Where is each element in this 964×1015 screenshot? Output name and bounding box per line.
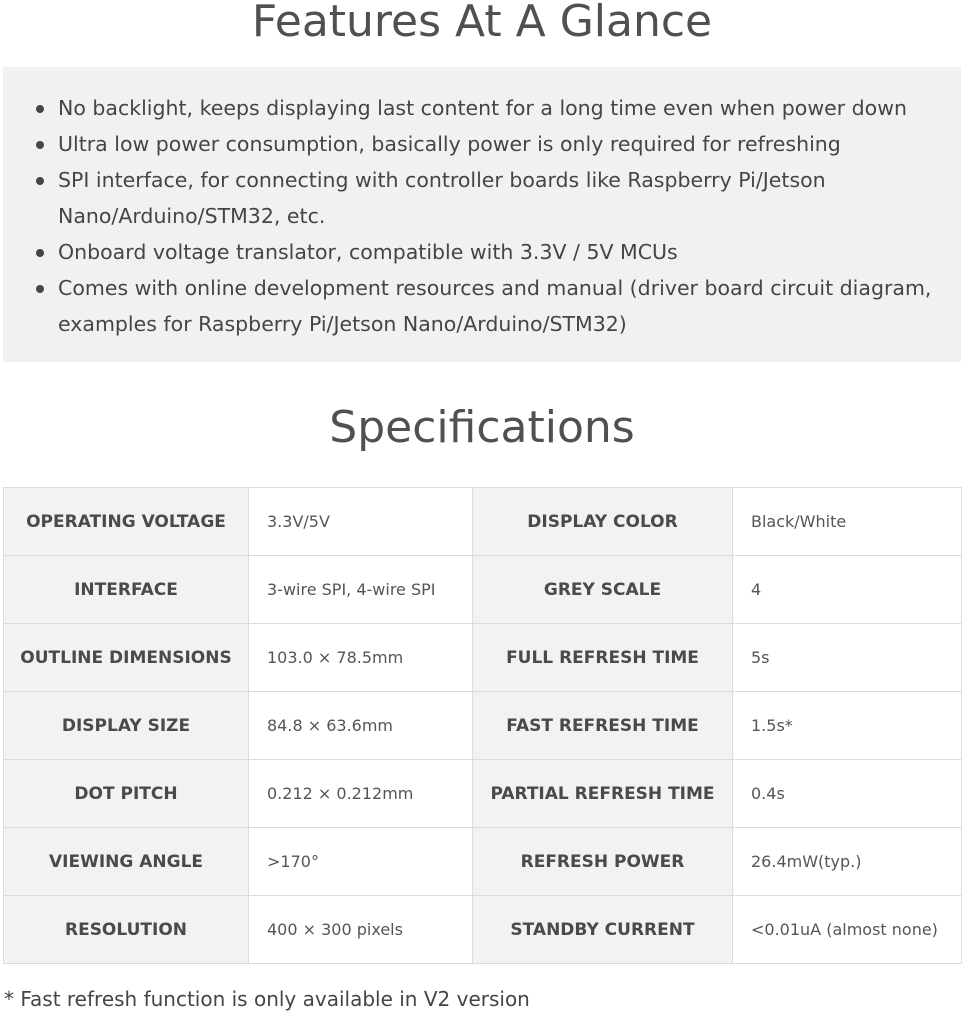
spec-value: 400 × 300 pixels [249, 896, 473, 964]
table-row [4, 760, 962, 828]
spec-label: STANDBY CURRENT [473, 896, 733, 964]
feature-item: No backlight, keeps displaying last content for a long time even when power down [3, 90, 961, 126]
spec-value: 3-wire SPI, 4-wire SPI [249, 556, 473, 624]
spec-label: INTERFACE [4, 556, 249, 624]
spec-value: 0.212 × 0.212mm [249, 760, 473, 828]
spec-value: <0.01uA (almost none) [733, 896, 962, 964]
spec-value: 103.0 × 78.5mm [249, 624, 473, 692]
spec-value: 0.4s [733, 760, 962, 828]
spec-value: 5s [733, 624, 962, 692]
spec-label: GREY SCALE [473, 556, 733, 624]
features-panel [3, 67, 961, 362]
spec-value: 1.5s* [733, 692, 962, 760]
spec-label: REFRESH POWER [473, 828, 733, 896]
footnote: * Fast refresh function is only available in V2 version [4, 987, 530, 1011]
spec-label: OPERATING VOLTAGE [4, 488, 249, 556]
spec-value: Black/White [733, 488, 962, 556]
spec-label: RESOLUTION [4, 896, 249, 964]
spec-label: FULL REFRESH TIME [473, 624, 733, 692]
feature-item: Onboard voltage translator, compatible with 3.3V / 5V MCUs [3, 234, 961, 270]
spec-value: 4 [733, 556, 962, 624]
spec-value: 3.3V/5V [249, 488, 473, 556]
spec-value: 84.8 × 63.6mm [249, 692, 473, 760]
features-title: Features At A Glance [251, 0, 713, 47]
feature-item: SPI interface, for connecting with controller boards like Raspberry Pi/Jetson Nano/Arduino/STM32, etc. [3, 162, 961, 234]
features-list [3, 90, 961, 342]
spec-value: >170° [249, 828, 473, 896]
spec-label: DISPLAY SIZE [4, 692, 249, 760]
table-row [4, 692, 962, 760]
table-row [4, 828, 962, 896]
table-row [4, 488, 962, 556]
spec-value: 26.4mW(typ.) [733, 828, 962, 896]
specifications-table [3, 487, 962, 964]
feature-item: Ultra low power consumption, basically power is only required for refreshing [3, 126, 961, 162]
specifications-title: Specifications [329, 402, 635, 453]
spec-label: PARTIAL REFRESH TIME [473, 760, 733, 828]
table-row [4, 556, 962, 624]
spec-label: VIEWING ANGLE [4, 828, 249, 896]
spec-label: DOT PITCH [4, 760, 249, 828]
table-row [4, 896, 962, 964]
spec-label: FAST REFRESH TIME [473, 692, 733, 760]
spec-label: DISPLAY COLOR [473, 488, 733, 556]
table-row [4, 624, 962, 692]
spec-label: OUTLINE DIMENSIONS [4, 624, 249, 692]
feature-item: Comes with online development resources and manual (driver board circuit diagram, examples for Raspberry Pi/Jetson Nano/Arduino/STM32) [3, 270, 961, 342]
